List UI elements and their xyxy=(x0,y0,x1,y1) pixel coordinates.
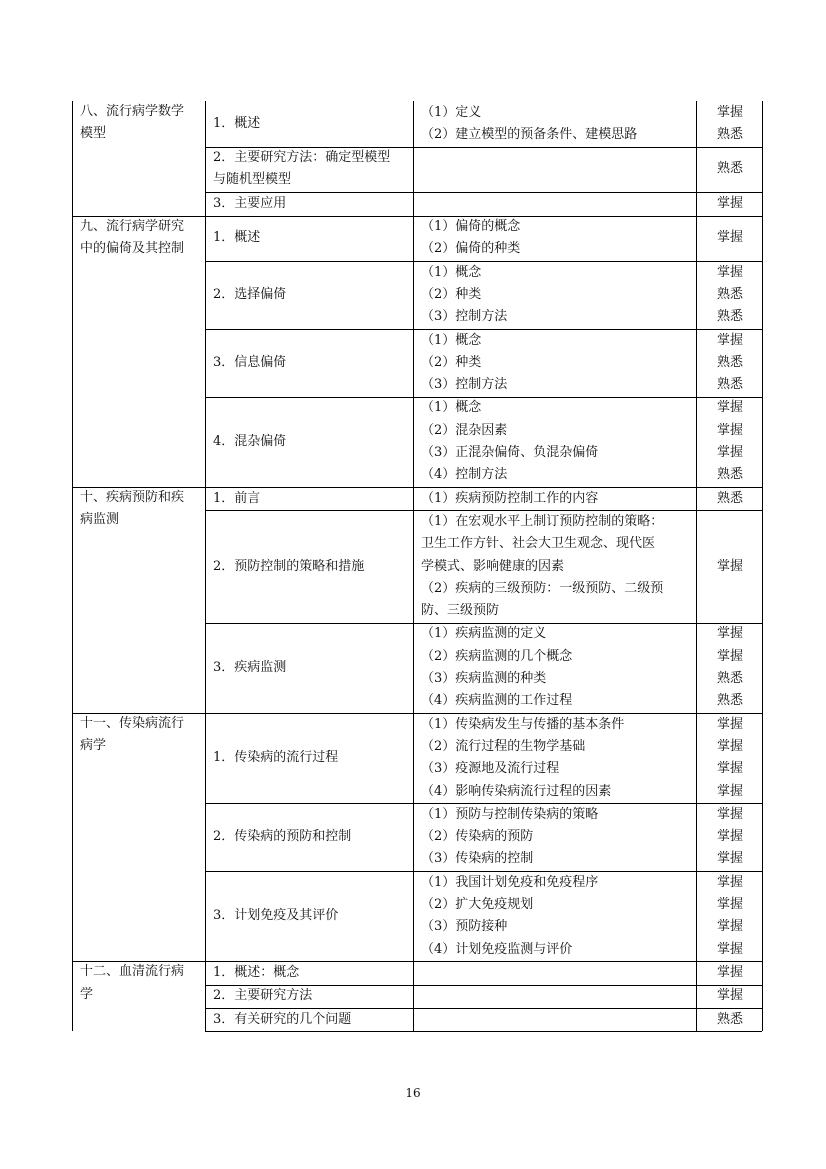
level-label: 掌握 xyxy=(716,104,743,120)
level-label: 熟悉 xyxy=(716,309,743,325)
point-text: （1）疾病预防控制工作的内容 xyxy=(421,490,599,506)
point-text: 学模式、影响健康的因素 xyxy=(421,558,565,574)
level-label: 熟悉 xyxy=(716,286,743,302)
unit-title: 3．有关研究的几个问题 xyxy=(213,1011,352,1027)
level-label: 掌握 xyxy=(716,783,743,799)
page-number: 16 xyxy=(405,1086,421,1100)
unit-title: 1．概述 xyxy=(213,230,261,246)
point-text: （2）建立模型的预备条件、建模思路 xyxy=(421,126,638,142)
level-label: 熟悉 xyxy=(716,671,743,686)
level-label: 熟悉 xyxy=(716,126,743,142)
level-label: 掌握 xyxy=(716,941,743,957)
unit-title: 4．混杂偏倚 xyxy=(213,433,287,449)
column-divider xyxy=(696,487,697,713)
point-text: （3）正混杂偏倚、负混杂偏倚 xyxy=(421,445,599,460)
group-title: 学 xyxy=(80,986,94,1002)
column-divider xyxy=(205,713,206,961)
level-label: 掌握 xyxy=(716,919,743,935)
unit-title: 2．选择偏倚 xyxy=(213,286,287,302)
unit-row-divider xyxy=(205,1031,762,1032)
level-label: 掌握 xyxy=(716,761,743,777)
level-label: 熟悉 xyxy=(716,161,743,177)
level-label: 熟悉 xyxy=(716,377,743,393)
table-right-border xyxy=(762,961,763,1031)
level-label: 掌握 xyxy=(716,332,743,348)
level-label: 掌握 xyxy=(716,422,743,438)
point-text: （2）偏倚的种类 xyxy=(421,241,521,257)
unit-title: 3．信息偏倚 xyxy=(213,354,287,370)
point-text: （2）疾病的三级预防：一级预防、二级预 xyxy=(421,580,664,596)
column-divider xyxy=(696,961,697,1031)
point-text: （1）概念 xyxy=(421,264,482,280)
unit-title: 2．主要研究方法：确定型模型 xyxy=(213,150,391,166)
level-label: 掌握 xyxy=(716,648,743,664)
level-label: 熟悉 xyxy=(716,354,743,370)
column-divider xyxy=(413,713,414,961)
group-title: 十二、血清流行病 xyxy=(80,964,185,980)
point-text: （2）疾病监测的几个概念 xyxy=(421,648,573,664)
level-label: 熟悉 xyxy=(716,467,743,483)
level-label: 掌握 xyxy=(716,897,743,912)
point-text: （2）扩大免疫规划 xyxy=(421,897,534,912)
group-title: 病学 xyxy=(80,738,107,754)
level-label: 掌握 xyxy=(716,738,743,754)
unit-title: 1．概述 xyxy=(213,115,261,131)
point-text: （1）传染病发生与传播的基本条件 xyxy=(421,716,625,732)
level-label: 掌握 xyxy=(716,874,743,890)
group-title: 八、流行病学数学 xyxy=(80,104,185,119)
group-title: 九、流行病学研究 xyxy=(80,218,185,234)
unit-title: 3．主要应用 xyxy=(213,195,287,211)
group-title: 十一、传染病流行 xyxy=(80,716,185,732)
level-label: 掌握 xyxy=(716,230,743,246)
column-divider xyxy=(696,216,697,488)
table-right-border xyxy=(762,713,763,961)
unit-title: 2．预防控制的策略和措施 xyxy=(213,558,365,574)
point-text: （3）传染病的控制 xyxy=(421,851,534,867)
point-text: 卫生工作方针、社会大卫生观念、现代医 xyxy=(421,536,656,552)
point-text: （2）混杂因素 xyxy=(421,422,508,438)
column-divider xyxy=(205,101,206,216)
level-label: 掌握 xyxy=(716,400,743,416)
level-label: 掌握 xyxy=(716,264,743,280)
point-text: 防、三级预防 xyxy=(421,603,500,619)
column-divider xyxy=(413,216,414,488)
point-text: （2）流行过程的生物学基础 xyxy=(421,738,586,754)
table-right-border xyxy=(762,101,763,216)
point-text: （1）概念 xyxy=(421,332,482,348)
level-label: 掌握 xyxy=(716,964,743,980)
point-text: （3）预防接种 xyxy=(421,919,508,935)
table-right-border xyxy=(762,216,763,488)
point-text: （3）疾病监测的种类 xyxy=(421,671,547,686)
column-divider xyxy=(205,216,206,488)
level-label: 掌握 xyxy=(716,829,743,845)
level-label: 熟悉 xyxy=(716,693,743,709)
unit-title: 2．传染病的预防和控制 xyxy=(213,829,352,845)
point-text: （2）传染病的预防 xyxy=(421,829,534,845)
point-text: （3）控制方法 xyxy=(421,309,508,325)
level-label: 掌握 xyxy=(716,988,743,1004)
point-text: （1）预防与控制传染病的策略 xyxy=(421,806,599,822)
column-divider xyxy=(696,713,697,961)
column-divider xyxy=(205,961,206,1031)
column-divider xyxy=(413,487,414,713)
level-label: 掌握 xyxy=(716,558,743,574)
column-divider xyxy=(413,101,414,216)
table-left-border xyxy=(72,101,73,1031)
unit-title: 1．前言 xyxy=(213,490,261,506)
unit-title: 1．概述：概念 xyxy=(213,964,300,980)
group-title: 十、疾病预防和疾 xyxy=(80,490,185,506)
column-divider xyxy=(413,961,414,1031)
point-text: （1）在宏观水平上制订预防控制的策略： xyxy=(421,513,664,529)
unit-title: 3．计划免疫及其评价 xyxy=(213,908,339,924)
point-text: （4）影响传染病流行过程的因素 xyxy=(421,783,612,799)
point-text: （1）疾病监测的定义 xyxy=(421,626,547,642)
level-label: 掌握 xyxy=(716,716,743,732)
table-right-border xyxy=(762,487,763,713)
column-divider xyxy=(205,487,206,713)
point-text: （3）控制方法 xyxy=(421,377,508,393)
point-text: （4）控制方法 xyxy=(421,467,508,483)
level-label: 掌握 xyxy=(716,195,743,211)
unit-title: 1．传染病的流行过程 xyxy=(213,750,339,766)
unit-title: 与随机型模型 xyxy=(213,172,292,188)
point-text: （2）种类 xyxy=(421,354,482,370)
column-divider xyxy=(696,101,697,216)
group-title: 模型 xyxy=(80,126,107,142)
point-text: （4）疾病监测的工作过程 xyxy=(421,693,573,709)
level-label: 掌握 xyxy=(716,851,743,867)
point-text: （4）计划免疫监测与评价 xyxy=(421,941,573,957)
point-text: （1）我国计划免疫和免疫程序 xyxy=(421,874,599,890)
group-title: 病监测 xyxy=(80,512,120,528)
level-label: 掌握 xyxy=(716,806,743,822)
point-text: （1）偏倚的概念 xyxy=(421,219,521,234)
unit-title: 3．疾病监测 xyxy=(213,659,287,675)
unit-title: 2．主要研究方法 xyxy=(213,988,313,1004)
level-label: 熟悉 xyxy=(716,490,743,506)
point-text: （1）概念 xyxy=(421,400,482,416)
level-label: 熟悉 xyxy=(716,1011,743,1027)
point-text: （2）种类 xyxy=(421,286,482,302)
level-label: 掌握 xyxy=(716,626,743,642)
group-title: 中的偏倚及其控制 xyxy=(80,240,185,256)
level-label: 掌握 xyxy=(716,445,743,460)
point-text: （3）疫源地及流行过程 xyxy=(421,761,560,777)
point-text: （1）定义 xyxy=(421,104,482,120)
